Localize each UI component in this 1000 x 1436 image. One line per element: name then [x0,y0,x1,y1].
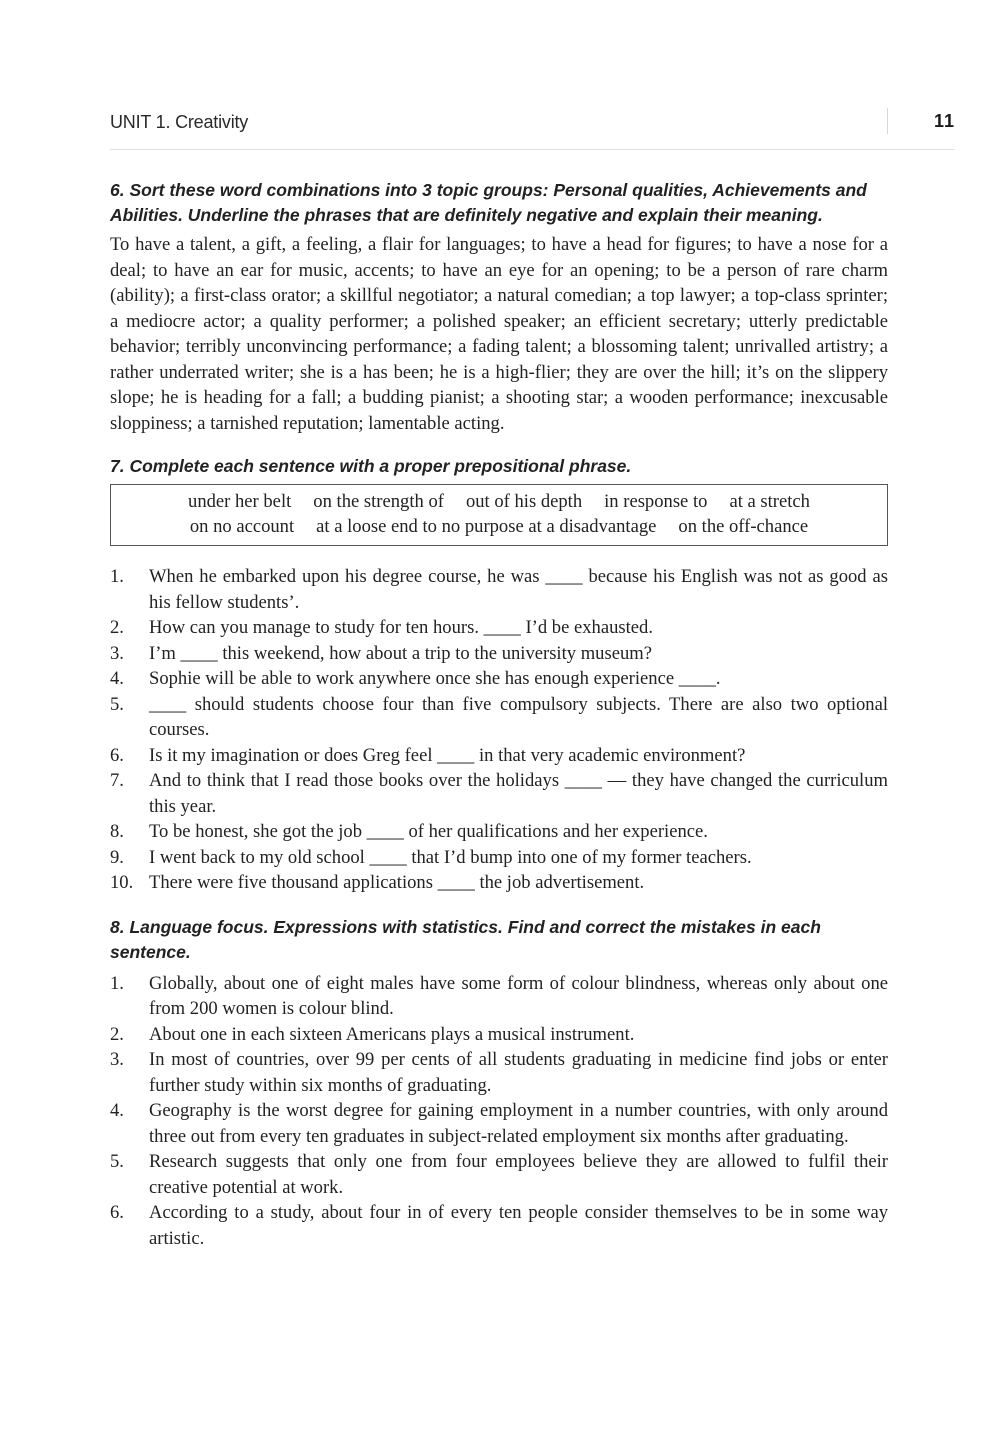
list-item [110,1098,888,1149]
task-8-sentence-list [110,971,888,1252]
item-text: According to a study, about four in of every ten people consider themselves to be in some way artistic. [149,1202,888,1249]
item-text: ____ should students choose four than five compulsory subjects. There are also two optional courses. [149,693,888,740]
page-header [110,108,955,138]
item-number: 3. [110,642,124,664]
task-6 [110,178,888,436]
phrase-row-1 [121,489,877,514]
item-number: 4. [110,1100,124,1121]
page-number: 11 [933,111,955,131]
header-rule [110,149,955,150]
item-text: How can you manage to study for ten hours. ____ I’d be exhausted. [149,617,653,638]
list-item [110,1149,888,1200]
item-text: About one in each sixteen Americans plays a musical instrument. [149,1023,635,1045]
list-item [110,666,888,692]
item-number: 8. [110,821,124,842]
item-text: I’m ____ this weekend, how about a trip to the university museum? [149,642,652,664]
list-item [110,819,888,845]
task-6-word-list: To have a talent, a gift, a feeling, a flair for languages; to have a head for figures; to have a nose for a deal; to have an ear for music, accents; to have an eye for an opening; to be a person of rare charm (ability); a first-class orator; a skillful negotiator; a natural comedian; a top lawyer; a top-class sprinter; a mediocre actor; a quality performer; a polished speaker; an efficient secretary; utterly predictable behavior; terribly unconvincing performance; a fading talent; a blossoming talent; unrivalled artistry; a rather underrated writer; she is a has been; he is a high-flier; they are over the hill; it’s on the slippery slope; he is heading for a fall; a budding pianist; a shooting star; a wooden performance; inexcusable sloppiness; a tarnished reputation; lamentable acting. [110,234,888,434]
phrase: at a stretch [729,491,810,512]
task-6-heading: 6. Sort these word combinations into 3 topic groups: Personal qualities, Achievements and Abilities. Underline the phrases that are definitely negative and explain their meaning. [110,180,867,225]
list-item [110,1022,888,1048]
item-text: Globally, about one of eight males have some form of colour blindness, whereas only about one from 200 women is colour blind. [149,972,888,1019]
item-text: Geography is the worst degree for gaining employment in a number countries, with only around three out from every ten graduates in subject-related employment six months after graduating. [149,1100,888,1147]
task-8-heading: 8. Language focus. Expressions with statistics. Find and correct the mistakes in each sentence. [110,916,821,962]
phrase-box [110,484,888,546]
item-number: 2. [110,1023,124,1045]
phrase: under her belt [188,491,292,512]
item-number: 6. [110,744,124,766]
item-text: In most of countries, over 99 per cents of all students graduating in medicine find jobs or enter further study within six months of graduating. [149,1049,888,1096]
task-7-sentence-list [110,564,888,896]
item-number: 9. [110,846,124,868]
list-item [110,641,888,667]
item-number: 1. [110,566,124,587]
list-item [110,564,888,615]
list-item [110,1047,888,1098]
phrase: on the off-chance [678,516,809,537]
item-number: 10. [110,872,134,893]
item-number: 5. [110,1151,124,1172]
page-content [110,178,888,1251]
item-text: Research suggests that only one from four employees believe they are allowed to fulfil their creative potential at work. [149,1151,888,1198]
list-item [110,768,888,819]
item-number: 3. [110,1049,124,1070]
item-number: 2. [110,617,124,638]
item-text: To be honest, she got the job ____ of her qualifications and her experience. [149,821,708,842]
item-text: There were five thousand applications ____ the job advertisement. [149,872,645,893]
item-number: 7. [110,770,124,791]
list-item [110,1200,888,1251]
phrase: out of his depth [465,491,583,512]
phrase-row-2 [121,514,877,539]
item-number: 5. [110,693,124,715]
header-divider [887,108,888,134]
item-text: Sophie will be able to work anywhere once she has enough experience ____. [149,668,721,689]
list-item [110,870,888,896]
item-number: 4. [110,668,124,689]
phrase: at a loose end to no purpose at a disadvantage [316,516,657,537]
item-text: And to think that I read those books over the holidays ____ — they have changed the curriculum this year. [149,770,888,817]
item-number: 1. [110,972,124,994]
list-item [110,845,888,871]
list-item [110,692,888,743]
running-title: UNIT 1. Creativity [110,112,249,132]
phrase: in response to [604,491,708,512]
list-item [110,743,888,769]
list-item [110,615,888,641]
phrase: on no account [189,516,295,537]
list-item [110,971,888,1022]
item-text: Is it my imagination or does Greg feel ____ in that very academic environment? [149,744,746,766]
task-8 [110,915,888,1252]
task-7-heading: 7. Complete each sentence with a proper prepositional phrase. [110,456,632,476]
phrase: on the strength of [313,491,444,512]
item-text: I went back to my old school ____ that I’d bump into one of my former teachers. [149,846,752,868]
item-number: 6. [110,1202,124,1223]
task-7 [110,454,888,896]
item-text: When he embarked upon his degree course, he was ____ because his English was not as good as his fellow students’. [149,566,888,613]
